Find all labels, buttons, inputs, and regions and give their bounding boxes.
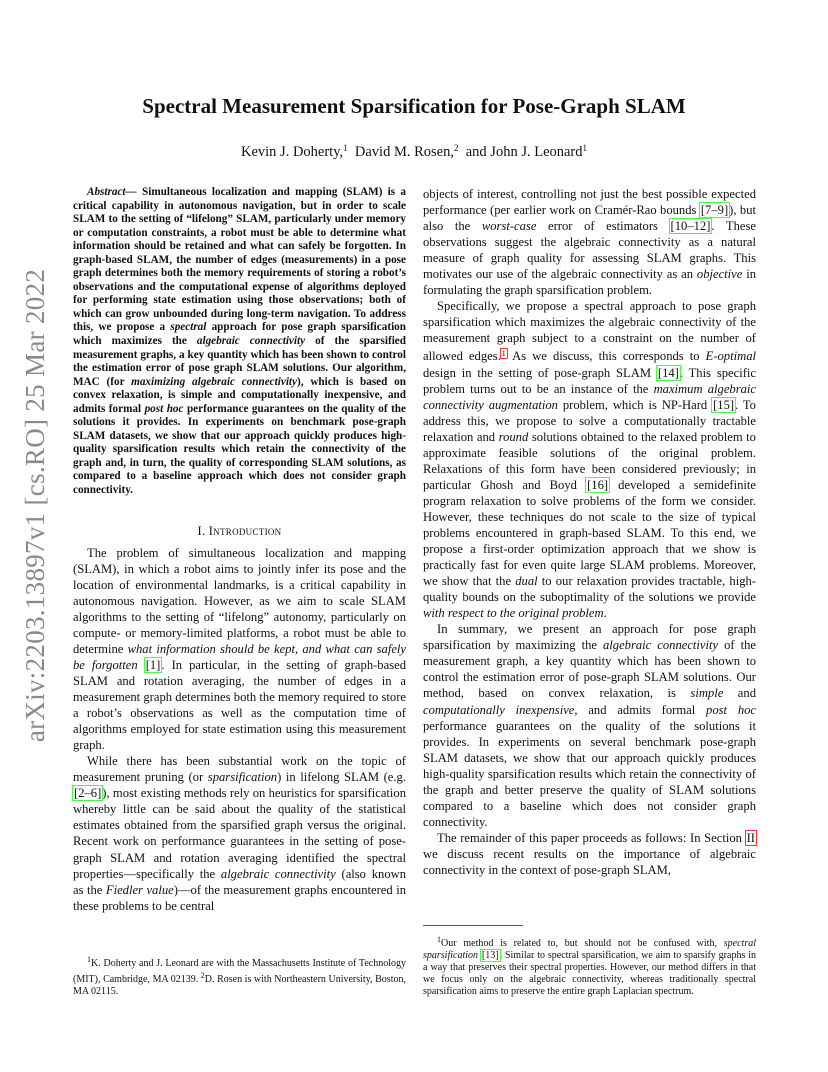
citation-link[interactable]: [16]: [587, 477, 609, 492]
arxiv-identifier: arXiv:2203.13897v1 [cs.RO] 25 Mar 2022: [20, 268, 51, 742]
author-list: [80, 143, 748, 161]
citation-link[interactable]: [10–12]: [670, 219, 711, 234]
arxiv-side-stamp: [16, 268, 56, 742]
intro-paragraph-1: The problem of simultaneous localization and mapping (SLAM), in which a robot aims to jointly infer its pose and the location of environmental landmarks, is a critical capability in autonomous navigation. However, as we aim to scale SLAM algorithms to the setting of “lifelong” autonomy, particularly on compute- or memory-limited platforms, a robot must be able to determine what information should be kept, and what can safely be forgotten [1]. In particular, in the setting of graph-based SLAM and rotation averaging, the number of edges in a measurement graph determines both the memory required to store a robot’s observations as well as the computation time of algorithms employed for state estimation using this measurement graph.: [73, 545, 406, 753]
abstract-label: Abstract—: [87, 186, 137, 198]
section-heading-introduction: I. Introduction: [197, 523, 282, 538]
left-column: [73, 186, 406, 914]
author-doherty: Kevin J. Doherty,: [240, 144, 344, 160]
footnote-affiliations: $^1$K. Doherty and J. Leonard are with the Massachusetts Institute of Technology (MIT), Cambridge, MA 02139. $^2$D. Rosen is with Northeastern University, Boston, MA 02115.: [73, 955, 406, 998]
citation-link[interactable]: [13]: [481, 950, 499, 962]
affiliation-mark: 2: [453, 143, 459, 153]
citation-link[interactable]: [7–9]: [700, 203, 729, 218]
section-link[interactable]: II: [746, 830, 755, 845]
intro-paragraph-2: While there has been substantial work on the topic of measurement pruning (or sparsification) in lifelong SLAM (e.g. [2–6]), most existing methods rely on heuristics for sparsification whereby little can be said about the quality of the statistical estimates obtained from the sparsified graph versus the original. Recent work on performance guarantees in the setting of pose-graph SLAM and rotation averaging identified the spectral properties—specifically the algebraic connectivity (also known as the Fiedler value)—of the measurement graphs encountered in these problems to be central: [73, 754, 407, 913]
citation-link[interactable]: [15]: [713, 397, 735, 412]
footnote-1: $^1$Our method is related to, but should not be confused with, spectral sparsification [13]. Similar to spectral sparsification, we aim to sparsify graphs in a way that preserves their spectral properties. However, our method differs in that we focus only on the algebraic connectivity, whereas traditionally spectral sparsification aims to preserve the entire graph Laplacian spectrum.: [423, 935, 756, 998]
affiliation-mark: 1: [582, 143, 588, 153]
right-paragraph-3: In summary, we present an approach for pose graph sparsification by maximizing the algebraic connectivity of the measurement graph, a key quantity which has been shown to control the estimation error of pose-graph SLAM solutions. Our method, based on convex relaxation, is simple and computationally inexpensive, and admits formal post hoc performance guarantees on the quality of the solutions it provides. In experiments on several benchmark pose-graph SLAM datasets, we show that our approach quickly produces high-quality sparsification results which retain the connectivity of the graph and better preserve the quality of SLAM solutions compared to a baseline which does not consider graph connectivity.: [423, 622, 757, 829]
paper-title: Spectral Measurement Sparsification for Pose-Graph SLAM: [142, 94, 686, 118]
citation-link[interactable]: [14]: [657, 365, 679, 380]
footnote-link[interactable]: 1: [501, 349, 506, 359]
citation-link[interactable]: [2–6]: [74, 786, 102, 801]
affiliation-mark: 1: [343, 143, 348, 153]
right-paragraph-4: The remainder of this paper proceeds as follows: In Section II we discuss recent results on the importance of algebraic connectivity in the context of pose-graph SLAM,: [423, 830, 756, 877]
right-paragraph-2: Specifically, we propose a spectral approach to pose graph sparsification which maximizes the algebraic connectivity of the measurement graph subject to a constraint on the number of allowed edges.$^1$ As we discuss, this corresponds to E-optimal design in the setting of pose-graph SLAM [14]. This specific problem turns out to be an instance of the maximum algebraic connectivity augmentation problem, which is NP-Hard [15]. To address this, we propose to solve a computationally tractable relaxation and round solutions obtained to the relaxed problem to approximate feasible solutions of the original problem. Relaxations of this form have been considered previously; in particular Ghosh and Boyd [16] developed a semidefinite program relaxation to solve problems of the form we consider. However, these techniques do not scale to the size of typical problems encountered in graph-based SLAM. To this end, we propose a first-order optimization approach that we show is practically fast for even quite large SLAM problems. Moreover, we show that the dual to our relaxation provides tractable, high-quality bounds on the suboptimality of the solutions we provide with respect to the original problem.: [423, 299, 756, 621]
footnote-rule: [423, 925, 523, 926]
abstract: Abstract— Simultaneous localization and mapping (SLAM) is a critical capability in autonomous navigation, but in order to scale SLAM to the setting of “lifelong” SLAM, particularly under memory or computation constraints, a robot must be able to determine what information should be retained and what can safely be forgotten. In graph-based SLAM, the number of edges (measurements) in a pose graph determines both the memory requirements of storing a robot’s observations and the computational expense of algorithms deployed for performing state estimation using those observations; both of which can grow unbounded during long-term navigation. To address this, we propose a spectral approach for pose graph sparsification which maximizes the algebraic connectivity of the sparsified measurement graphs, a key quantity which has been shown to control the estimation error of pose graph SLAM solutions. Our algorithm, MAC (for maximizing algebraic connectivity), which is based on convex relaxation, is simple and computationally inexpensive, and admits formal post hoc performance guarantees on the quality of the solutions it provides. In experiments on benchmark pose-graph SLAM datasets, we show that our approach quickly produces high-quality sparsification results which retain the connectivity of the graph and, in turn, the quality of corresponding SLAM solutions, as compared to a baseline approach which does not consider graph connectivity.: [73, 186, 406, 497]
author-leonard: and John J. Leonard: [465, 144, 583, 160]
citation-link[interactable]: [1]: [145, 657, 161, 672]
author-rosen: David M. Rosen,: [354, 144, 454, 160]
right-paragraph-1: objects of interest, controlling not just the best possible expected performance (per earlier work on Cramér-Rao bounds [7–9]), but also the worst-case error of estimators [10–12]. These observations suggest the algebraic connectivity as a natural measure of graph quality for assessing SLAM graphs. This motivates our use of the algebraic connectivity as an objective in formulating the graph sparsification problem.: [423, 187, 756, 298]
right-column: [423, 186, 756, 878]
